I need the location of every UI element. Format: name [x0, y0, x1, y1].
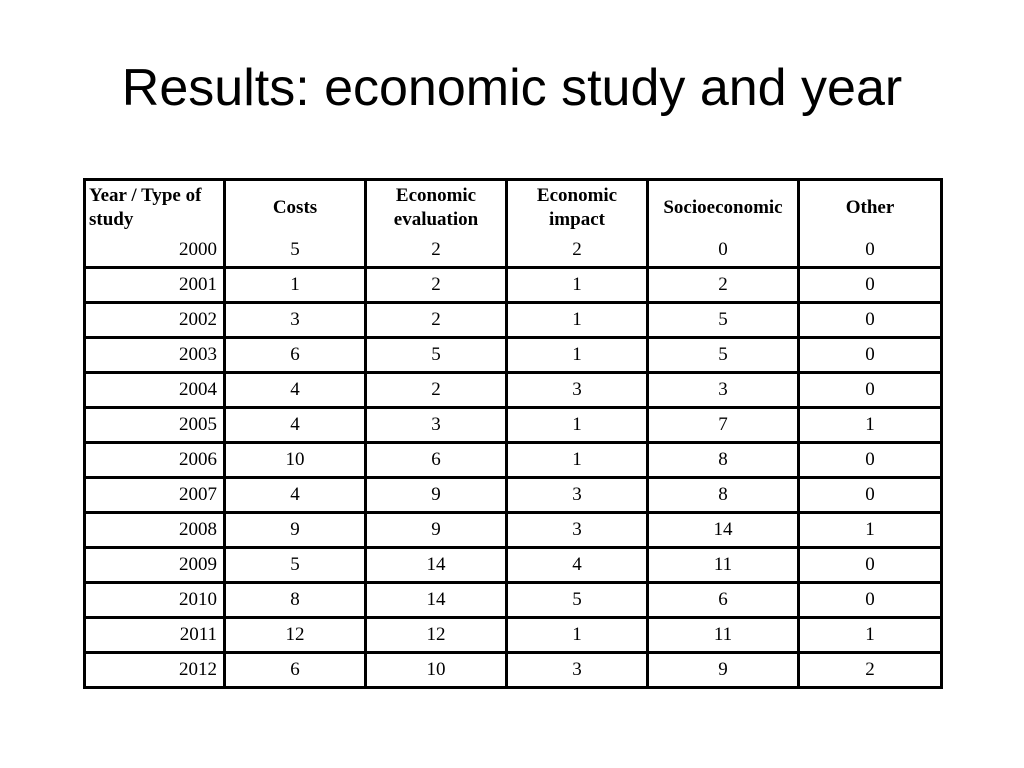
cell-costs: 10 — [226, 444, 367, 479]
cell-socioeconomic: 7 — [649, 409, 800, 444]
table-row — [86, 339, 940, 374]
cell-socioeconomic: 11 — [649, 549, 800, 584]
header-economic-evaluation: Economic evaluation — [367, 181, 508, 234]
cell-costs: 4 — [226, 409, 367, 444]
cell-economic-impact: 1 — [508, 304, 649, 339]
cell-economic-impact: 3 — [508, 654, 649, 686]
cell-economic-impact: 1 — [508, 269, 649, 304]
table-row — [86, 584, 940, 619]
header-costs: Costs — [226, 181, 367, 234]
cell-costs: 8 — [226, 584, 367, 619]
header-year-type: Year / Type of study — [86, 181, 226, 234]
cell-socioeconomic: 3 — [649, 374, 800, 409]
cell-economic-evaluation: 9 — [367, 479, 508, 514]
cell-year: 2008 — [86, 514, 226, 549]
cell-economic-impact: 4 — [508, 549, 649, 584]
cell-socioeconomic: 9 — [649, 654, 800, 686]
cell-costs: 5 — [226, 549, 367, 584]
cell-year: 2001 — [86, 269, 226, 304]
cell-other: 0 — [800, 584, 940, 619]
cell-economic-evaluation: 2 — [367, 234, 508, 269]
table-row — [86, 409, 940, 444]
header-economic-impact: Economic impact — [508, 181, 649, 234]
table-row — [86, 654, 940, 686]
table-row — [86, 304, 940, 339]
cell-socioeconomic: 0 — [649, 234, 800, 269]
cell-economic-impact: 2 — [508, 234, 649, 269]
cell-costs: 6 — [226, 339, 367, 374]
cell-socioeconomic: 5 — [649, 339, 800, 374]
cell-economic-evaluation: 2 — [367, 374, 508, 409]
cell-year: 2000 — [86, 234, 226, 269]
cell-socioeconomic: 6 — [649, 584, 800, 619]
cell-socioeconomic: 8 — [649, 444, 800, 479]
table-row — [86, 444, 940, 479]
table-row — [86, 374, 940, 409]
cell-economic-impact: 3 — [508, 514, 649, 549]
cell-year: 2003 — [86, 339, 226, 374]
cell-costs: 1 — [226, 269, 367, 304]
cell-economic-evaluation: 12 — [367, 619, 508, 654]
cell-economic-evaluation: 9 — [367, 514, 508, 549]
cell-socioeconomic: 11 — [649, 619, 800, 654]
results-table — [83, 178, 943, 689]
table-row — [86, 479, 940, 514]
cell-economic-evaluation: 3 — [367, 409, 508, 444]
header-other: Other — [800, 181, 940, 234]
cell-economic-impact: 3 — [508, 374, 649, 409]
cell-costs: 4 — [226, 479, 367, 514]
cell-economic-impact: 1 — [508, 619, 649, 654]
cell-economic-impact: 3 — [508, 479, 649, 514]
cell-other: 0 — [800, 269, 940, 304]
table-row — [86, 234, 940, 269]
cell-year: 2004 — [86, 374, 226, 409]
cell-economic-evaluation: 2 — [367, 304, 508, 339]
cell-year: 2007 — [86, 479, 226, 514]
cell-socioeconomic: 14 — [649, 514, 800, 549]
table-row — [86, 549, 940, 584]
cell-economic-impact: 5 — [508, 584, 649, 619]
cell-other: 0 — [800, 304, 940, 339]
table-header-row — [86, 181, 940, 234]
cell-economic-impact: 1 — [508, 444, 649, 479]
cell-other: 0 — [800, 549, 940, 584]
table-row — [86, 514, 940, 549]
cell-other: 2 — [800, 654, 940, 686]
cell-other: 1 — [800, 514, 940, 549]
table-body — [86, 234, 940, 686]
table-row — [86, 619, 940, 654]
cell-year: 2005 — [86, 409, 226, 444]
cell-other: 0 — [800, 234, 940, 269]
cell-other: 0 — [800, 339, 940, 374]
slide-title: Results: economic study and year — [121, 59, 903, 117]
cell-year: 2012 — [86, 654, 226, 686]
cell-other: 1 — [800, 619, 940, 654]
cell-socioeconomic: 8 — [649, 479, 800, 514]
cell-socioeconomic: 2 — [649, 269, 800, 304]
cell-costs: 9 — [226, 514, 367, 549]
cell-costs: 12 — [226, 619, 367, 654]
cell-costs: 5 — [226, 234, 367, 269]
cell-costs: 6 — [226, 654, 367, 686]
cell-other: 0 — [800, 479, 940, 514]
cell-economic-evaluation: 14 — [367, 549, 508, 584]
cell-costs: 3 — [226, 304, 367, 339]
cell-economic-evaluation: 5 — [367, 339, 508, 374]
cell-costs: 4 — [226, 374, 367, 409]
cell-other: 1 — [800, 409, 940, 444]
header-socioeconomic: Socioeconomic — [649, 181, 800, 234]
cell-socioeconomic: 5 — [649, 304, 800, 339]
cell-economic-evaluation: 10 — [367, 654, 508, 686]
cell-year: 2011 — [86, 619, 226, 654]
cell-economic-impact: 1 — [508, 339, 649, 374]
table-row — [86, 269, 940, 304]
cell-other: 0 — [800, 374, 940, 409]
cell-economic-evaluation: 6 — [367, 444, 508, 479]
cell-year: 2006 — [86, 444, 226, 479]
cell-economic-evaluation: 14 — [367, 584, 508, 619]
cell-economic-impact: 1 — [508, 409, 649, 444]
cell-economic-evaluation: 2 — [367, 269, 508, 304]
cell-year: 2002 — [86, 304, 226, 339]
cell-other: 0 — [800, 444, 940, 479]
cell-year: 2009 — [86, 549, 226, 584]
cell-year: 2010 — [86, 584, 226, 619]
